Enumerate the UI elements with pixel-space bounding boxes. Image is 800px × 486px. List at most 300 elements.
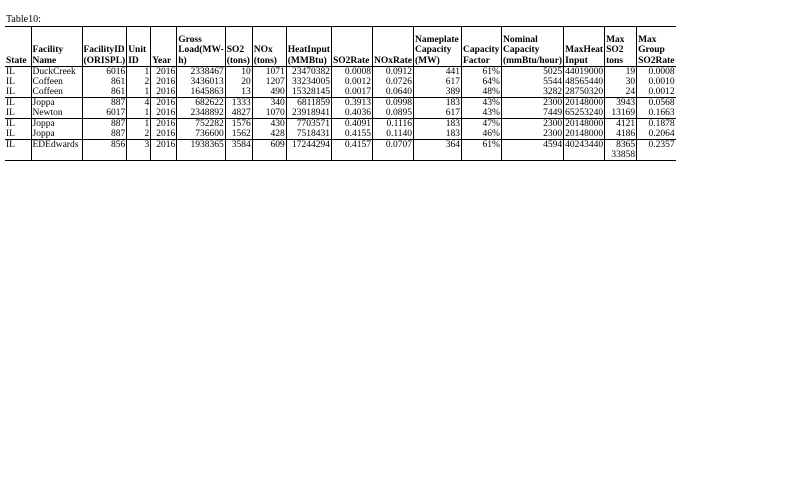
cell-value: 2300 [543, 129, 563, 139]
table-cell [372, 108, 413, 119]
table-cell [151, 129, 177, 140]
cell-value: 0.0895 [385, 108, 412, 118]
extra-max-so2-value: 33858 [611, 150, 636, 160]
cell-value: 1 [144, 108, 150, 118]
table-cell [5, 108, 31, 119]
col-header-unit-id: Unit ID [127, 27, 151, 67]
table-row [5, 98, 676, 109]
cell-value: 20 [241, 77, 251, 87]
table-cell [564, 108, 605, 119]
cell-value: 2016 [156, 119, 176, 129]
cell-value: 682622 [195, 98, 224, 108]
table-cell [372, 67, 413, 78]
header-row [5, 27, 676, 67]
table-cell [82, 140, 127, 161]
table-cell [177, 108, 226, 119]
cell-value: 861 [110, 87, 126, 97]
cell-value: 19 [625, 67, 636, 77]
cell-value: EDEdwards [32, 140, 79, 150]
cell-value: 887 [110, 98, 126, 108]
cell-value: 1645863 [190, 87, 224, 97]
cell-value: 6016 [106, 67, 126, 77]
table-cell [225, 108, 252, 119]
table-cell [331, 129, 372, 140]
cell-value: 0.3913 [344, 98, 371, 108]
table-cell [286, 87, 331, 98]
cell-value: 2016 [156, 77, 176, 87]
table-cell [151, 77, 177, 87]
cell-value: 0.2064 [648, 129, 675, 139]
cell-value: 4827 [231, 108, 251, 118]
table-cell [564, 140, 605, 161]
table-cell [151, 67, 177, 78]
table-cell [564, 98, 605, 109]
table-cell [5, 77, 31, 87]
table-cell [286, 129, 331, 140]
table-cell [372, 140, 413, 161]
cell-value: 10 [241, 67, 251, 77]
cell-value: 30 [625, 77, 636, 87]
col-header-facility-id: FacilityID (ORISPL) [82, 27, 127, 67]
cell-value: 3436013 [190, 77, 224, 87]
table-cell [372, 129, 413, 140]
cell-value: 183 [445, 129, 460, 139]
cell-value: 856 [110, 140, 126, 150]
table-cell [331, 108, 372, 119]
table-cell [605, 140, 637, 161]
table-cell [501, 87, 563, 98]
table-cell [127, 140, 151, 161]
table-cell [372, 87, 413, 98]
table-cell [461, 87, 501, 98]
cell-value: 2016 [156, 67, 176, 77]
table-cell [31, 119, 82, 130]
table-cell [225, 98, 252, 109]
cell-value: 0.1663 [648, 108, 675, 118]
table-cell [31, 140, 82, 161]
table-cell [225, 129, 252, 140]
table-cell [151, 140, 177, 161]
table-cell [461, 129, 501, 140]
cell-value: 1562 [231, 129, 251, 139]
table-body [5, 67, 676, 161]
cell-value: 13 [241, 87, 251, 97]
cell-value: 0.4155 [344, 129, 371, 139]
cell-value: 5025 [543, 67, 563, 77]
table-cell [564, 87, 605, 98]
cell-value: 0.1140 [386, 129, 412, 139]
cell-value: 861 [110, 77, 126, 87]
cell-value: 0.2357 [648, 140, 675, 150]
cell-value: 441 [445, 67, 460, 77]
cell-value: 3943 [616, 98, 636, 108]
table-cell [372, 98, 413, 109]
table-cell [151, 108, 177, 119]
table-cell [605, 77, 637, 87]
cell-value: 0.1878 [648, 119, 675, 129]
table-cell [637, 129, 676, 140]
cell-value: 183 [445, 98, 460, 108]
table-cell [605, 67, 637, 78]
cell-value: 28750320 [565, 87, 604, 97]
table-cell [31, 108, 82, 119]
table-cell [564, 119, 605, 130]
cell-value: 3282 [543, 87, 563, 97]
table-cell [461, 67, 501, 78]
table-cell [286, 98, 331, 109]
cell-value: 2016 [156, 129, 176, 139]
table-cell [413, 98, 461, 109]
table-cell [127, 129, 151, 140]
cell-value: 46% [482, 129, 500, 139]
table-cell [127, 98, 151, 109]
cell-value: 0.0012 [344, 77, 371, 87]
table-cell [501, 140, 563, 161]
table-cell [5, 67, 31, 78]
cell-value: 17244294 [291, 140, 330, 150]
table-cell [637, 119, 676, 130]
table-cell [151, 119, 177, 130]
cell-value: Coffeen [32, 87, 63, 97]
cell-value: 8365 [616, 140, 636, 150]
table-cell [413, 129, 461, 140]
table-cell [413, 87, 461, 98]
cell-value: IL [6, 67, 15, 77]
table-cell [252, 87, 286, 98]
table-row [5, 108, 676, 119]
table-cell [177, 67, 226, 78]
cell-value: 1333 [231, 98, 251, 108]
cell-value: 0.0008 [648, 67, 675, 77]
table-cell [372, 77, 413, 87]
table-cell [564, 129, 605, 140]
table-cell [5, 119, 31, 130]
table-cell [82, 129, 127, 140]
table-cell [372, 119, 413, 130]
cell-value: 7703571 [296, 119, 330, 129]
table-cell [637, 77, 676, 87]
cell-value: 364 [445, 140, 460, 150]
cell-value: 61% [482, 140, 500, 150]
table-cell [564, 67, 605, 78]
table-cell [127, 87, 151, 98]
table-row [5, 119, 676, 130]
cell-value: 0.4036 [344, 108, 371, 118]
table-cell [82, 119, 127, 130]
cell-value: 1 [144, 67, 150, 77]
cell-value: 340 [270, 98, 285, 108]
cell-value: 1938365 [190, 140, 224, 150]
table-cell [461, 77, 501, 87]
cell-value: 0.0010 [648, 77, 675, 87]
table-cell [82, 108, 127, 119]
cell-value: 887 [110, 119, 126, 129]
cell-value: 736600 [195, 129, 224, 139]
cell-value: 617 [445, 77, 460, 87]
cell-value: 20148000 [565, 129, 604, 139]
cell-value: 64% [482, 77, 500, 87]
table-cell [252, 108, 286, 119]
table-cell [461, 108, 501, 119]
cell-value: Joppa [32, 98, 55, 108]
col-header-gross-load: Gross Load(MW-h) [177, 27, 226, 67]
cell-value: 0.0017 [344, 87, 371, 97]
table-cell [331, 98, 372, 109]
table-cell [252, 140, 286, 161]
table-cell [225, 87, 252, 98]
table-row [5, 67, 676, 78]
col-header-so2-tons: SO2 (tons) [225, 27, 252, 67]
cell-value: 0.0707 [385, 140, 412, 150]
table-cell [501, 119, 563, 130]
table-cell [413, 119, 461, 130]
table-cell [331, 67, 372, 78]
col-header-so2-rate: SO2Rate [331, 27, 372, 67]
table-cell [605, 108, 637, 119]
cell-value: 40243440 [565, 140, 604, 150]
cell-value: 609 [270, 140, 285, 150]
cell-value: 33234005 [291, 77, 330, 87]
cell-value: 4594 [543, 140, 563, 150]
emissions-table [5, 26, 676, 161]
cell-value: 4 [144, 98, 150, 108]
col-header-max-so2-tons: Max SO2 tons [605, 27, 637, 67]
cell-value: Joppa [32, 119, 55, 129]
col-header-max-heat-input: MaxHeat Input [564, 27, 605, 67]
cell-value: IL [6, 129, 15, 139]
col-header-nox-rate: NOxRate [372, 27, 413, 67]
cell-value: 0.0008 [344, 67, 371, 77]
cell-value: 13169 [611, 108, 636, 118]
table-cell [252, 129, 286, 140]
cell-value: 752282 [195, 119, 224, 129]
table-cell [31, 129, 82, 140]
table-cell [637, 87, 676, 98]
cell-value: Joppa [32, 129, 55, 139]
cell-value: 4186 [616, 129, 636, 139]
cell-value: 1 [144, 87, 150, 97]
table-cell [31, 98, 82, 109]
cell-value: 47% [482, 119, 500, 129]
cell-value: 2338467 [190, 67, 224, 77]
cell-value: IL [6, 140, 15, 150]
cell-value: 4121 [616, 119, 636, 129]
table-cell [225, 119, 252, 130]
table-cell [461, 119, 501, 130]
cell-value: 0.0912 [385, 67, 412, 77]
cell-value: 887 [110, 129, 126, 139]
col-header-year: Year [151, 27, 177, 67]
table-cell [637, 67, 676, 78]
table-cell [413, 67, 461, 78]
table-cell [177, 129, 226, 140]
cell-value: 20148000 [565, 98, 604, 108]
cell-value: 0.0568 [648, 98, 675, 108]
cell-value: 0.0726 [385, 77, 412, 87]
table-cell [501, 67, 563, 78]
cell-value: 0.1116 [386, 119, 412, 129]
cell-value: 44019000 [565, 67, 604, 77]
cell-value: 48565440 [565, 77, 604, 87]
table-cell [331, 87, 372, 98]
cell-value: 15328145 [291, 87, 330, 97]
table-cell [5, 87, 31, 98]
table-cell [177, 77, 226, 87]
cell-value: 1207 [265, 77, 285, 87]
table-cell [413, 77, 461, 87]
table-cell [286, 77, 331, 87]
cell-value: IL [6, 98, 15, 108]
table-row [5, 87, 676, 98]
cell-value: 23470382 [291, 67, 330, 77]
table-row [5, 129, 676, 140]
cell-value: 0.4091 [344, 119, 371, 129]
table-cell [286, 140, 331, 161]
table-cell [564, 77, 605, 87]
cell-value: 2 [144, 129, 150, 139]
cell-value: 6811859 [297, 98, 330, 108]
table-row [5, 140, 676, 161]
table-cell [177, 87, 226, 98]
cell-value: IL [6, 108, 15, 118]
cell-value: 1 [144, 119, 150, 129]
cell-value: IL [6, 87, 15, 97]
cell-value: IL [6, 77, 15, 87]
table-cell [286, 67, 331, 78]
table-cell [605, 129, 637, 140]
col-header-heat-input: HeatInput (MMBtu) [286, 27, 331, 67]
cell-value: 2016 [156, 98, 176, 108]
cell-value: 1070 [265, 108, 285, 118]
col-header-capacity-factor: Capacity Factor [461, 27, 501, 67]
col-header-nameplate-capacity: Nameplate Capacity (MW) [413, 27, 461, 67]
cell-value: 2348892 [190, 108, 224, 118]
table-cell [413, 108, 461, 119]
table-cell [501, 108, 563, 119]
cell-value: 617 [445, 108, 460, 118]
table-cell [31, 77, 82, 87]
cell-value: 2 [144, 77, 150, 87]
col-header-facility-name: Facility Name [31, 27, 82, 67]
table-cell [127, 77, 151, 87]
table-cell [5, 98, 31, 109]
table-cell [501, 77, 563, 87]
table-cell [31, 87, 82, 98]
table-row [5, 77, 676, 87]
table-cell [82, 98, 127, 109]
cell-value: 24 [625, 87, 636, 97]
table-cell [331, 119, 372, 130]
table-cell [605, 98, 637, 109]
table-caption: Table10: [6, 14, 41, 25]
table-cell [605, 87, 637, 98]
cell-value: 0.0998 [385, 98, 412, 108]
table-cell [225, 67, 252, 78]
table-cell [5, 129, 31, 140]
cell-value: 2300 [543, 119, 563, 129]
cell-value: 183 [445, 119, 460, 129]
table-cell [31, 67, 82, 78]
cell-value: 7449 [543, 108, 563, 118]
cell-value: 428 [270, 129, 285, 139]
table-cell [82, 87, 127, 98]
table-cell [413, 140, 461, 161]
table-cell [637, 108, 676, 119]
table-cell [127, 108, 151, 119]
table-cell [501, 98, 563, 109]
cell-value: 5544 [543, 77, 563, 87]
cell-value: 61% [482, 67, 500, 77]
cell-value: 0.4157 [344, 140, 371, 150]
cell-value: 0.0640 [385, 87, 412, 97]
col-header-nominal-capacity: Nominal Capacity (mmBtu/hour) [501, 27, 563, 67]
cell-value: 20148000 [565, 119, 604, 129]
cell-value: 48% [482, 87, 500, 97]
table-cell [177, 119, 226, 130]
table-cell [5, 140, 31, 161]
table-cell [461, 98, 501, 109]
cell-value: 2300 [543, 98, 563, 108]
table-cell [82, 77, 127, 87]
cell-value: DuckCreek [32, 67, 76, 77]
table-cell [461, 140, 501, 161]
cell-value: 3584 [231, 140, 251, 150]
cell-value: 389 [445, 87, 460, 97]
table-cell [637, 140, 676, 161]
cell-value: 43% [482, 98, 500, 108]
table-cell [252, 98, 286, 109]
table-cell [252, 119, 286, 130]
table-cell [252, 67, 286, 78]
cell-value: 2016 [156, 87, 176, 97]
cell-value: 43% [482, 108, 500, 118]
table-cell [225, 140, 252, 161]
cell-value: 1071 [265, 67, 285, 77]
col-header-nox-tons: NOx (tons) [252, 27, 286, 67]
table-cell [331, 77, 372, 87]
table-cell [127, 67, 151, 78]
cell-value: 0.0012 [648, 87, 675, 97]
table-cell [225, 77, 252, 87]
cell-value: 7518431 [296, 129, 330, 139]
cell-value: Newton [32, 108, 63, 118]
table-cell [501, 129, 563, 140]
table-cell [252, 77, 286, 87]
table-cell [127, 119, 151, 130]
cell-value: 1576 [231, 119, 251, 129]
col-header-max-group-so2-rate: Max Group SO2Rate [637, 27, 676, 67]
col-header-state: State [5, 27, 31, 67]
table-cell [637, 98, 676, 109]
cell-value: 2016 [156, 108, 176, 118]
table-cell [331, 140, 372, 161]
cell-value: 430 [270, 119, 285, 129]
cell-value: 65253240 [565, 108, 604, 118]
table-cell [177, 140, 226, 161]
cell-value: Coffeen [32, 77, 63, 87]
cell-value: 490 [270, 87, 285, 97]
table-cell [177, 98, 226, 109]
table-cell [82, 67, 127, 78]
table-cell [286, 108, 331, 119]
cell-value: 6017 [106, 108, 126, 118]
table-cell [151, 98, 177, 109]
table-cell [286, 119, 331, 130]
cell-value: 23918941 [291, 108, 330, 118]
cell-value: 3 [144, 140, 150, 150]
table-cell [605, 119, 637, 130]
cell-value: IL [6, 119, 15, 129]
